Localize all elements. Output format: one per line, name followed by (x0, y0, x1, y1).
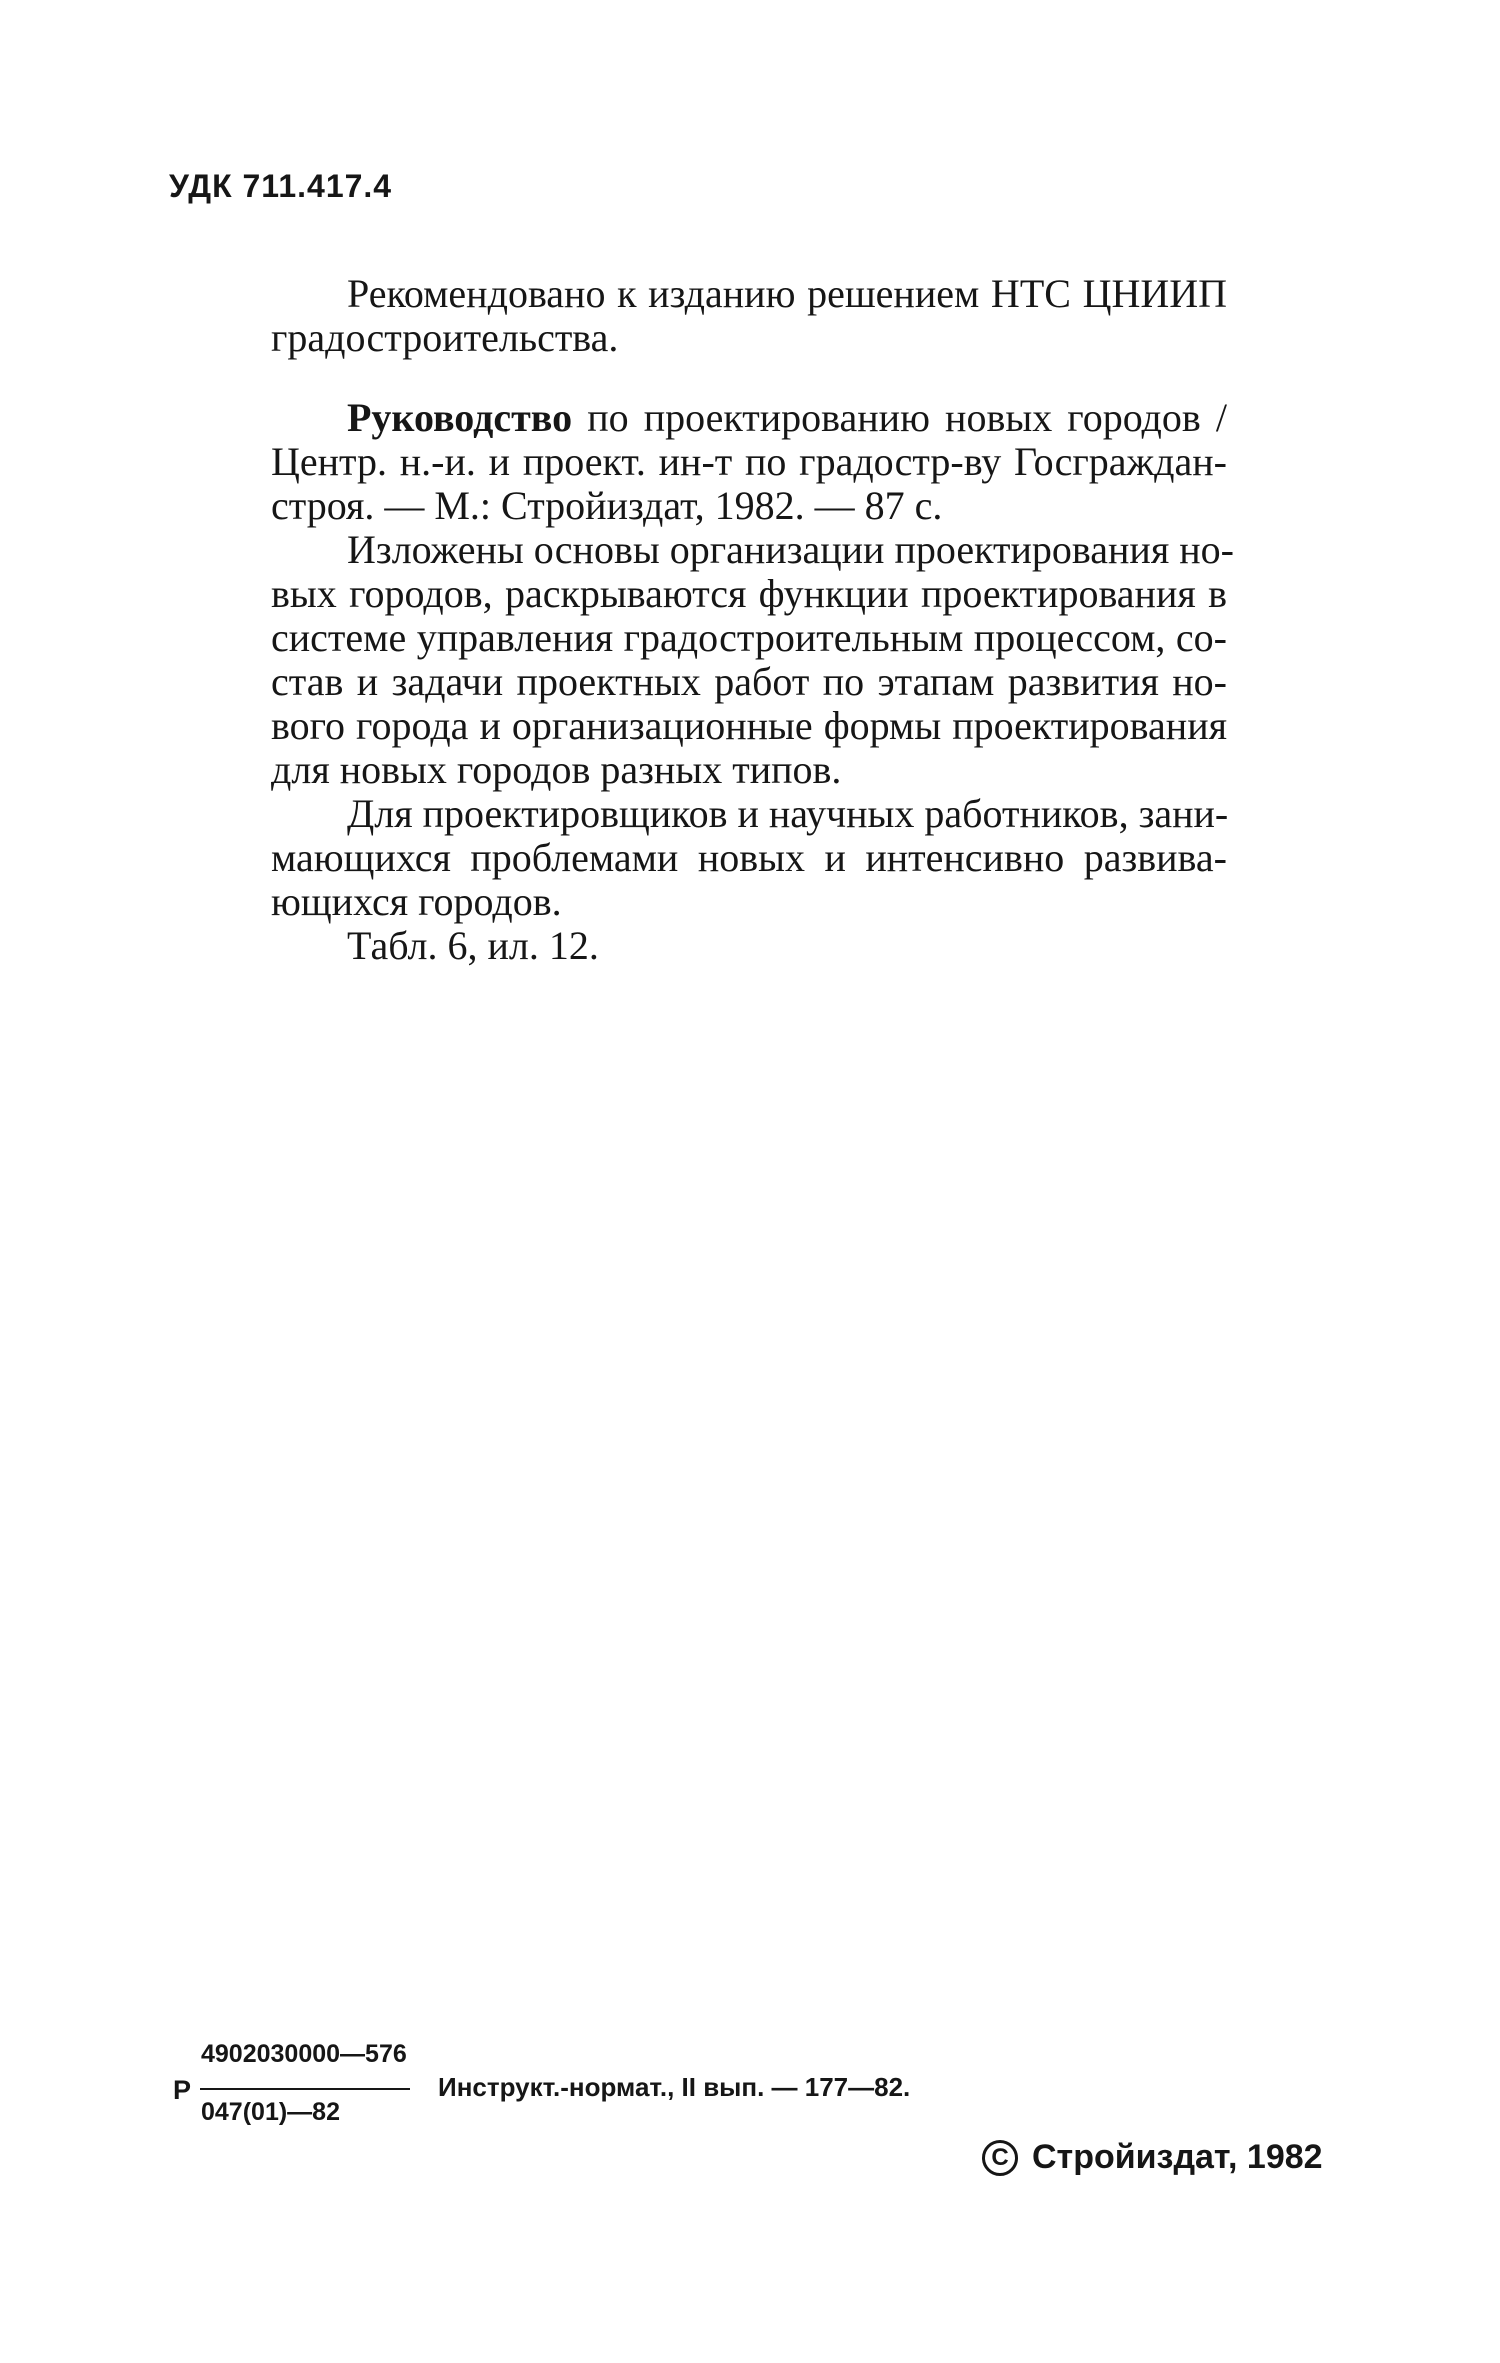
udc-code: УДК 711.417.4 (169, 168, 393, 204)
series-info: Инструкт.-нормат., II вып. — 177—82. (438, 2072, 911, 2102)
book-title-rest: по проектированию новых городов / (572, 395, 1227, 440)
biblio-line: строя. — М.: Стройиздат, 1982. — 87 с. (271, 483, 943, 528)
annotation-title-line (271, 396, 1227, 440)
book-title: Руководство (347, 395, 573, 440)
summary-line: системе управления градостроительным процессом, со- (271, 615, 1227, 660)
audience-line: ющихся городов. (271, 879, 562, 924)
publication-recommendation (271, 272, 1227, 360)
recommendation-line: градостроительства. (271, 315, 619, 360)
tables-illustrations-count: Табл. 6, ил. 12. (347, 923, 599, 968)
summary-line: вых городов, раскрываются функции проектирования в (271, 571, 1227, 616)
publication-code-letter: Р (173, 2075, 192, 2105)
recommendation-line: Рекомендовано к изданию решением НТС ЦНИИП (347, 271, 1227, 316)
summary-line: для новых городов разных типов. (271, 747, 842, 792)
copyright-notice (982, 2138, 1323, 2177)
summary-line: вого города и организационные формы проектирования (271, 703, 1227, 748)
publication-code-denominator: 047(01)—82 (201, 2098, 340, 2126)
summary-line: став и задачи проектных работ по этапам развития но- (271, 659, 1227, 704)
audience-line: мающихся проблемами новых и интенсивно развива- (271, 835, 1227, 880)
biblio-line: Центр. н.-и. и проект. ин-т по градостр-ву Госграждан- (271, 439, 1227, 484)
fraction-rule (200, 2088, 410, 2090)
audience-line: Для проектировщиков и научных работников, зани- (347, 791, 1229, 836)
copyright-text: Стройиздат, 1982 (1032, 2138, 1323, 2176)
summary-line: Изложены основы организации проектирования но- (347, 527, 1234, 572)
annotation (271, 395, 1234, 968)
copyright-icon: C (982, 2140, 1018, 2176)
publication-code-numerator: 4902030000—576 (201, 2040, 407, 2068)
